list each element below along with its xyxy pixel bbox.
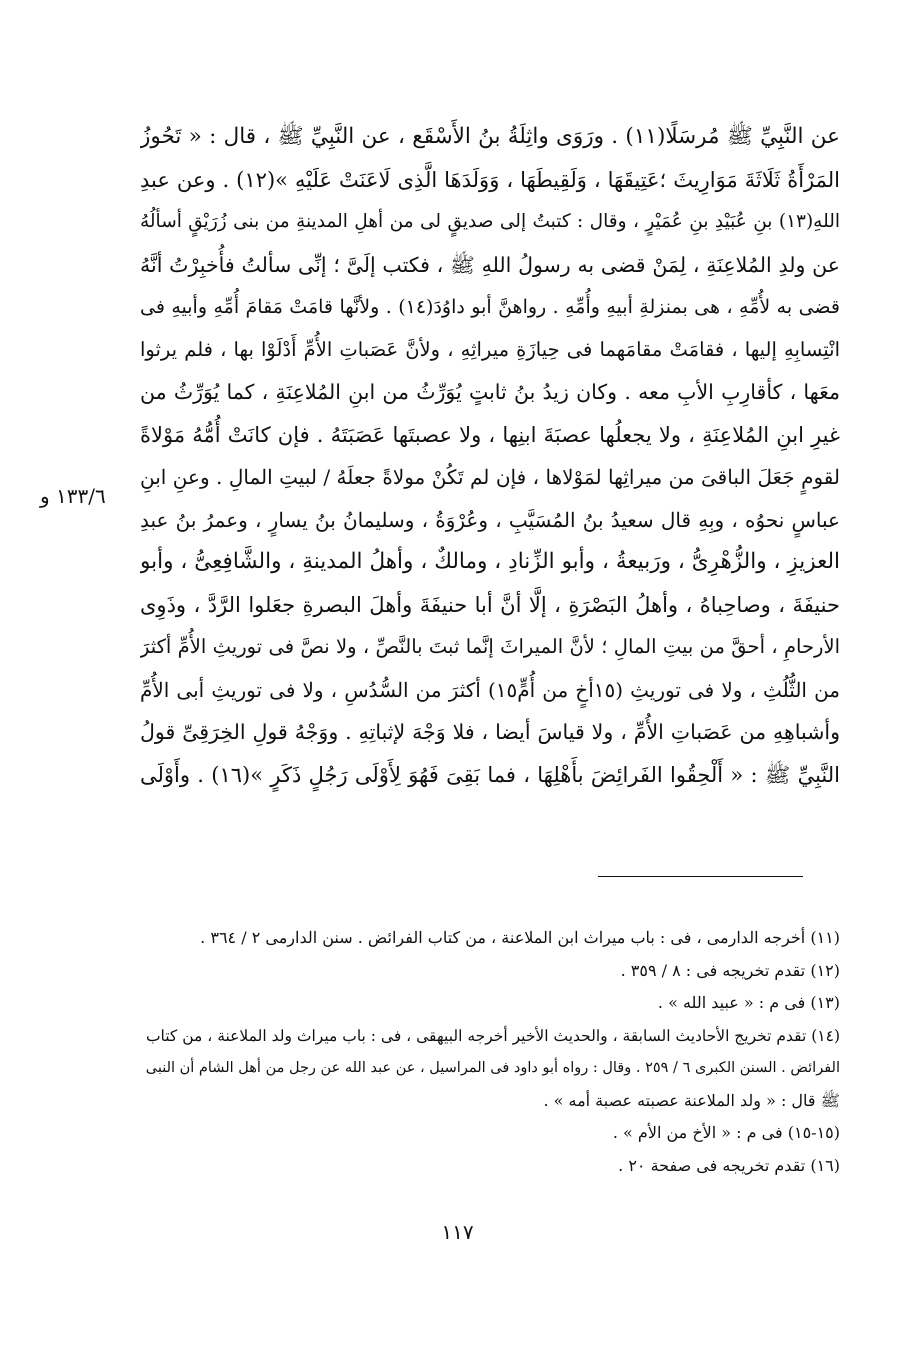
text-line: لقومٍ جَعَلَ الباقىَ من ميراثِها لمَوْلاها ، فإن لم تَكُنْ مولاةً جعلَهُ / لبيتِ المالِ . وعنِ ابنِ [140, 465, 840, 489]
text-line: غيرِ ابنِ المُلاعِنَةِ ، ولا يجعلُها عصبَةَ ابنِها ، ولا عصبتَها عَصَبَتَهُ . فإن كانَتْ أُمُّهُ مَوْلاةً [140, 422, 840, 447]
text-line: المَرْأَةُ ثَلَاثَةَ مَوَارِيثَ ؛عَتِيقَهَا ، وَلَقِيطَهَا ، وَوَلَدَهَا الَّذِى لَاعَنَتْ عَلَيْهِ »(١٢) . وعن عبدِ [140, 167, 840, 192]
text-line: قضى به لأُمِّهِ ، هى بمنزلةِ أبيهِ وأُمِّهِ . رواهنَّ أبو داوُدَ(١٤) . ولأنَّها قامَتْ مَقامَ أُمِّهِ وأبيهِ فى [140, 296, 840, 318]
text-line: عباسٍ نحوُه ، وبِهِ قال سعيدُ بنُ المُسَيَّبِ ، وعُرْوَةُ ، وسليمانُ بنُ يسارٍ ، وعمرُ بنُ عبدِ [140, 507, 840, 532]
text-line: معَها ، كأقارِبِ الأبِ معه . وكان زيدُ بنُ ثابتٍ يُوَرِّثُ من ابنِ المُلاعِنَةِ ، كما يُوَرِّثُ من [140, 380, 840, 404]
footnote: (١٦) تقدم تخريجه فى صفحة ٢٠ . [618, 1155, 840, 1175]
text-line: النَّبِيِّ ﷺ : « أَلْحِقُوا الفَرائِضَ بأَهْلِهَا ، فما بَقِىَ فَهُوَ لِأَوْلَى رَجُلٍ ذَكَرٍ »(١٦) . وأَوْلَى [140, 762, 840, 787]
footnote: (١٤) تقدم تخريج الأحاديث السابقة ، والحديث الأخير أخرجه البيهقى ، فى : باب ميراث ولد الملاعنة ، من كتاب [145, 1026, 840, 1045]
footnote: (١١) أخرجه الدارمى ، فى : باب ميراث ابن الملاعنة ، من كتاب الفرائض . سنن الدارمى ٢ / ٣٦٤ . [200, 928, 840, 947]
footnote: (١٣) فى م : « عبيد الله » . [657, 993, 840, 1012]
footnote: ﷺ قال : « ولد الملاعنة عصبته عصبة أمه » . [543, 1090, 840, 1110]
margin-reference: ١٣٣/٦ و [40, 484, 106, 508]
main-text [140, 116, 840, 796]
text-line: حنيفَةَ ، وصاحِباهُ ، وأهلُ البَصْرَةِ ، إلَّا أنَّ أبا حنيفَةَ وأهلَ البصرةِ جعَلوا الرَّدَّ ، وذَوِى [140, 592, 840, 617]
footnote: (١٥-١٥) فى م : « الأخ من الأم » . [612, 1123, 840, 1142]
text-line: انْتِسابِهِ إليها ، فقامَتْ مقامَهما فى حِيازَةِ ميراثِهِ ، ولأنَّ عَصَباتِ الأُمِّ أَدْلَوْا بها ، فلم يرثوا [140, 337, 840, 361]
text-line: من الثُّلُثِ ، ولا فى توريثِ (١٥أخٍ من أُمٍّ١٥) أكثرَ من السُّدُسِ ، ولا فى توريثِ أبى الأُمِّ [140, 677, 840, 702]
text-line: عن النَّبِيِّ ﷺ مُرسَلًا(١١) . ورَوَى واثِلَةُ بنُ الأَسْقَع ، عن النَّبِيِّ ﷺ ، قال : « تَحُوزُ [140, 124, 840, 149]
page-number: ١١٧ [441, 1220, 474, 1244]
text-line: وأشباهِهِ من عَصَباتِ الأُمِّ ، ولا قياسَ أيضا ، فلا وَجْهَ لإثباتِهِ . ووَجْهُ قولِ الخِرَقِىِّ قولُ [140, 720, 840, 744]
footnote: (١٢) تقدم تخريجه فى : ٨ / ٣٥٩ . [620, 960, 840, 980]
text-line: اللهِ(١٣) بنِ عُبَيْدِ بنِ عُمَيْرٍ ، وقال : كتبتُ إلى صديقٍ لى من أهلِ المدينةِ من بنى زُرَيْقٍ أسألُهُ [140, 211, 840, 232]
footnotes [140, 922, 840, 1182]
text-line: الأرحامِ ، أحقَّ من بيتِ المالِ ؛ لأنَّ الميراثَ إنَّما ثبتَ بالنَّصِّ ، ولا نصَّ فى توريثِ الأُمِّ أكثرَ [140, 635, 840, 658]
text-line: عن ولدِ المُلاعِنَةِ ، لِمَنْ قضى به رسولُ اللهِ ﷺ ، فكتب إلَىَّ ؛ إنِّى سألتُ فأُخبِرْتُ أنَّهُ [140, 252, 840, 277]
footnote: الفرائض . السنن الكبرى ٦ / ٢٥٩ . وقال : رواه أبو داود فى المراسيل ، عن عبد الله عن رجل من أهل الشام أن النبى [145, 1060, 840, 1076]
text-line: العزيزِ ، والزُّهْرِىُّ ، ورَبيعةُ ، وأبو الزِّنادِ ، ومالكٌ ، وأهلُ المدينةِ ، والشَّافِعِىُّ ، وأبو [140, 549, 840, 574]
footnote-divider [598, 876, 803, 877]
